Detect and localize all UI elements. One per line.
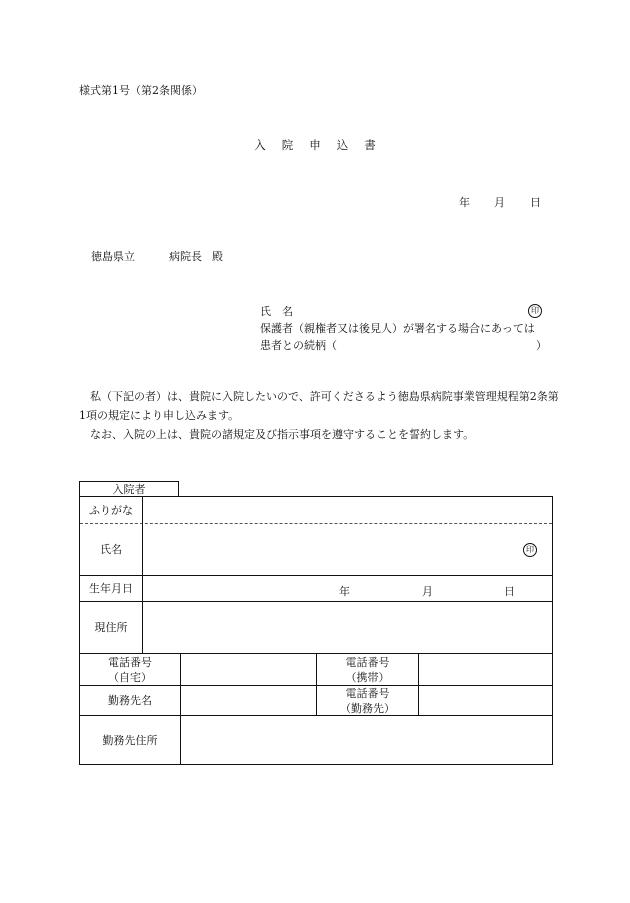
work-phone-field[interactable]: [419, 686, 551, 715]
statement-paragraph-1: 私（下記の者）は、貴院に入院したいので、許可くださるよう徳島県病院事業管理規程第2条第1項の規定により申し込みます。: [79, 390, 559, 422]
furigana-field[interactable]: [143, 497, 551, 523]
addressee-title: 病院長: [169, 250, 202, 263]
statement-paragraph-2: なお、入院の上は、貴院の諸規定及び指示事項を遵守することを誓約します。: [90, 428, 475, 441]
birth-month-label: 月: [422, 585, 433, 598]
mobile-phone-label-line1: 電話番号: [345, 655, 390, 669]
applicant-name-label: 氏 名: [260, 305, 293, 318]
inpatient-form-table: [79, 496, 553, 765]
relation-close: ）: [536, 339, 547, 352]
title-char: 申: [309, 138, 321, 152]
title-char: 入: [254, 138, 266, 152]
birthdate-label: 生年月日: [89, 582, 133, 595]
application-statement: [79, 387, 559, 444]
workplace-address-label: 勤務先住所: [102, 733, 158, 747]
addressee-prefix: 徳島県立: [91, 250, 135, 263]
workplace-field[interactable]: [181, 686, 316, 715]
name-label: 氏名: [100, 543, 122, 556]
address-label: 現住所: [94, 621, 128, 634]
workplace-address-field[interactable]: [181, 716, 551, 764]
title-char: 込: [336, 138, 349, 152]
address-field[interactable]: [143, 602, 551, 653]
mobile-phone-label-line2: （携帯）: [345, 670, 390, 684]
home-phone-label-line1: 電話番号: [108, 655, 152, 669]
title-char: 書: [364, 138, 376, 152]
section-label-inpatient: 入院者: [79, 481, 179, 496]
home-phone-label-line2: （自宅）: [108, 670, 152, 684]
date-day-label: 日: [530, 196, 541, 209]
mobile-phone-label: [317, 654, 418, 685]
birth-year-label: 年: [339, 585, 350, 598]
guardian-note: 保護者（親権者又は後見人）が署名する場合にあっては: [260, 322, 535, 335]
birth-day-label: 日: [504, 585, 515, 598]
work-phone-label: [317, 686, 418, 715]
addressee: [91, 248, 223, 264]
seal-mark: 印: [528, 304, 542, 318]
document-title: [0, 137, 630, 153]
date-year-label: 年: [459, 196, 470, 209]
date-month-label: 月: [494, 196, 505, 209]
name-field[interactable]: [143, 524, 551, 575]
home-phone-label: [80, 654, 180, 685]
home-phone-field[interactable]: [181, 654, 316, 685]
furigana-label: ふりがな: [89, 503, 133, 517]
form-number: 様式第1号（第2条関係）: [79, 84, 203, 97]
table-seal-mark: 印: [523, 543, 537, 557]
mobile-phone-field[interactable]: [419, 654, 551, 685]
title-char: 院: [281, 138, 294, 152]
workplace-label: 勤務先名: [108, 694, 152, 707]
relation-label: 患者との続柄（: [260, 339, 337, 352]
work-phone-label-line2: （勤務先）: [340, 701, 395, 715]
addressee-honorific: 殿: [212, 250, 223, 263]
work-phone-label-line1: 電話番号: [345, 686, 390, 700]
